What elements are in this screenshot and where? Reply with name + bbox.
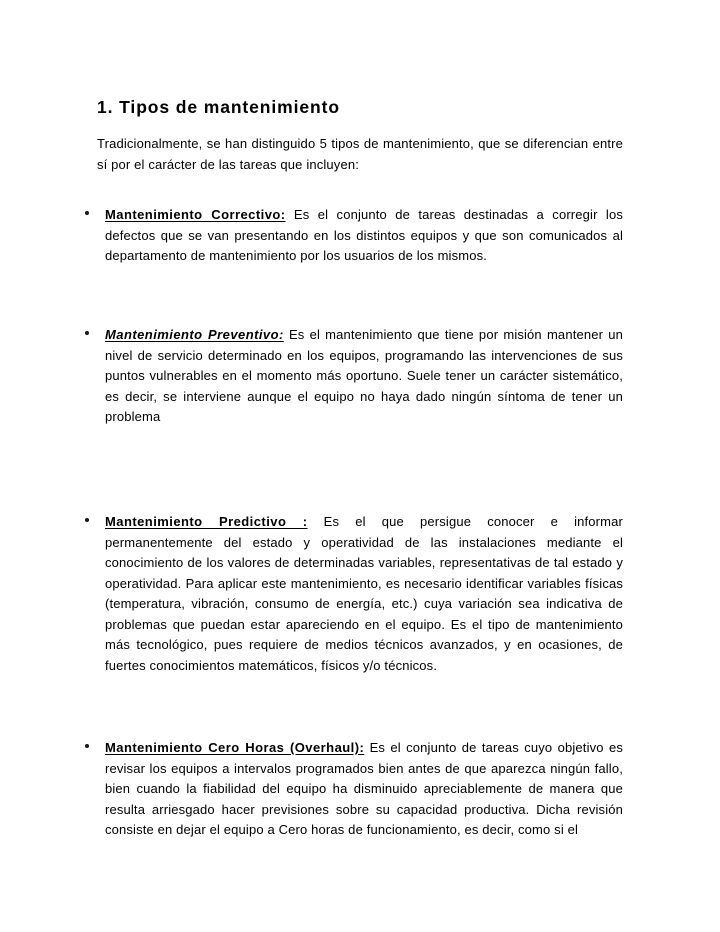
bullet-marker-icon [85,744,89,748]
list-item-label: Mantenimiento Preventivo: [105,327,284,342]
list-item-text [105,512,623,676]
bullet-marker-icon [85,518,89,522]
intro-paragraph: Tradicionalmente, se han distinguido 5 tipos de mantenimiento, que se diferencian entre sí por el carácter de las tareas que incluyen: [97,136,623,172]
list-item-body: Es el mantenimiento que tiene por misión mantener un nivel de servicio determinado en los equipos, programando las intervenciones de sus puntos vulnerables en el momento más oportuno. Suele tener un carácter sistemático, es decir, se interviene aunque el equipo no haya dado ningún síntoma de tener un problema [105,327,623,424]
list-item-label: Mantenimiento Cero Horas (Overhaul): [105,740,365,755]
list-item-body: Es el conjunto de tareas cuyo objetivo es revisar los equipos a intervalos programados bien antes de que aparezca ningún fallo, bien cuando la fiabilidad del equipo ha disminuido apreciablemente de manera que resulta arriesgado hacer previsiones sobre su capacidad productiva. Dicha revisión consiste en dejar el equipo a Cero horas de funcionamiento, es decir, como si el [105,740,623,837]
list-item-label: Mantenimiento Correctivo: [105,207,286,222]
list-item-label: Mantenimiento Predictivo : [105,514,308,529]
list-item [85,325,623,428]
list-item [85,512,623,676]
page-title: 1. Tipos de mantenimiento [97,96,340,117]
list-item [85,738,623,841]
list-item-body: Es el que persigue conocer e informar permanentemente del estado y operatividad de las instalaciones mediante el conocimiento de los valores de determinadas variables, representativas de tal estado y operatividad. Para aplicar este mantenimiento, es necesario identificar variables físicas (temperatura, vibración, consumo de energía, etc.) cuya variación sea indicativa de problemas que puedan estar apareciendo en el equipo. Es el tipo de mantenimiento más tecnológico, pues requiere de medios técnicos avanzados, y en ocasiones, de fuertes conocimientos matemáticos, físicos y/o técnicos. [105,514,623,673]
list-item-text [105,205,623,267]
bullet-marker-icon [85,331,89,335]
list-item-text [105,738,623,841]
bullet-marker-icon [85,211,89,215]
list-item-text [105,325,623,428]
list-item [85,205,623,267]
list-item-body: Es el conjunto de tareas destinadas a corregir los defectos que se van presentando en los distintos equipos y que son comunicados al departamento de mantenimiento por los usuarios de los mismos. [105,207,623,263]
